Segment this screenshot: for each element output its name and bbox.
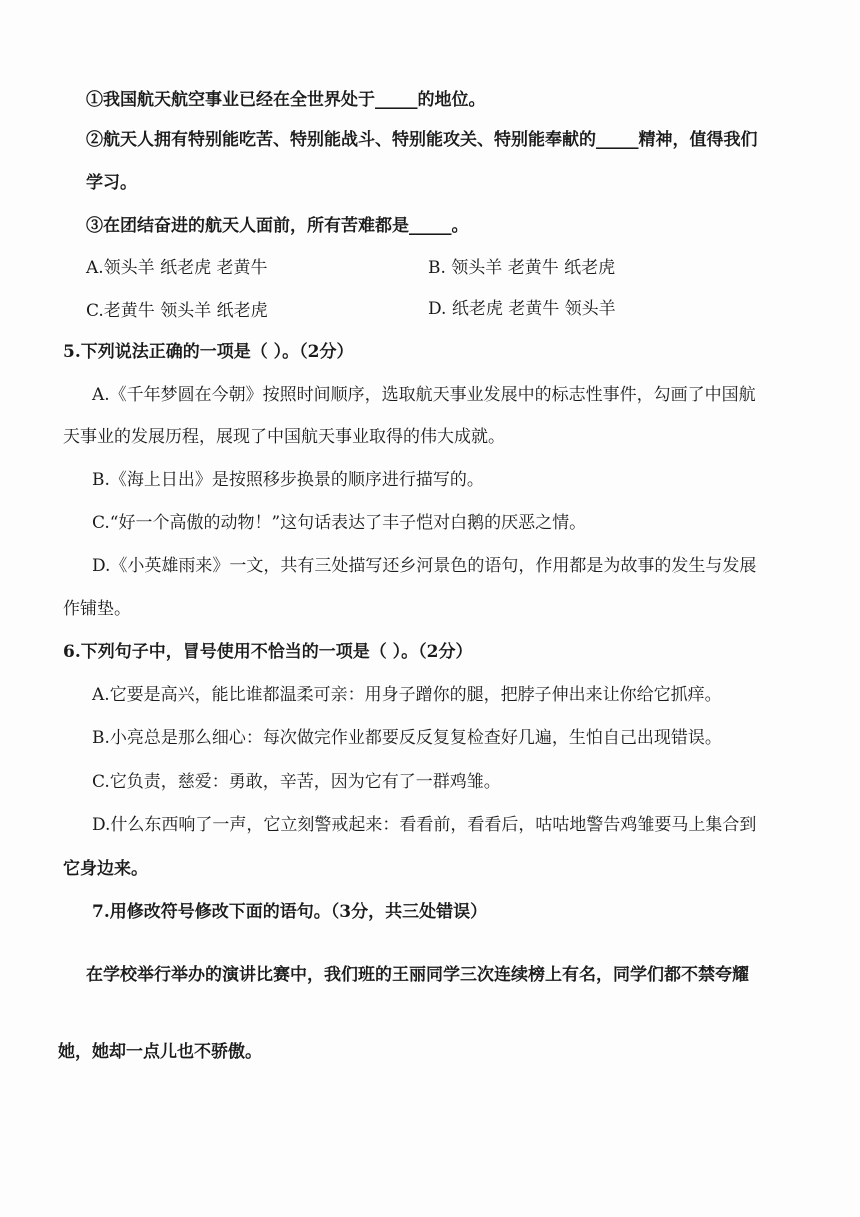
q4-item-2-line-1: ②航天人拥有特别能吃苦、特别能战斗、特别能攻关、特别能奉献的_____精神，值得我们: [86, 130, 758, 150]
q5-option-a-line-2: 天事业的发展历程，展现了中国航天事业取得的伟大成就。: [63, 427, 505, 447]
q5-option-b: B.《海上日出》是按照移步换景的顺序进行描写的。: [92, 470, 484, 490]
q6-stem: 6.下列句子中，冒号使用不恰当的一项是（ ）。（2分）: [63, 642, 473, 662]
q5-option-a-line-1: A.《千年梦圆在今朝》按照时间顺序，选取航天事业发展中的标志性事件，勾画了中国航: [92, 385, 756, 405]
q6-option-d-line-1: D.什么东西响了一声，它立刻警戒起来：看看前，看看后，咕咕地警告鸡雏要马上集合到: [92, 815, 757, 835]
q4-item-2-line-2: 学习。: [86, 173, 137, 193]
q4-option-d: D. 纸老虎 老黄牛 领头羊: [428, 299, 616, 319]
q5-option-d-line-2: 作铺垫。: [63, 599, 131, 619]
q6-option-b: B.小亮总是那么细心：每次做完作业都要反反复复检查好几遍，生怕自己出现错误。: [92, 728, 722, 748]
q5-option-d-line-1: D.《小英雄雨来》一文，共有三处描写还乡河景色的语句，作用都是为故事的发生与发展: [92, 556, 757, 576]
q4-option-c: C.老黄牛 领头羊 纸老虎: [86, 301, 268, 321]
q6-option-c: C.它负责，慈爱：勇敢，辛苦，因为它有了一群鸡雏。: [92, 772, 501, 792]
q7-sentence-line-2: 她，她却一点儿也不骄傲。: [58, 1042, 262, 1062]
q7-stem: 7.用修改符号修改下面的语句。（3分，共三处错误）: [92, 902, 488, 922]
q6-option-d-line-2: 它身边来。: [63, 859, 148, 879]
q4-option-a: A.领头羊 纸老虎 老黄牛: [86, 258, 268, 278]
q6-option-a: A.它要是高兴，能比谁都温柔可亲：用身子蹭你的腿，把脖子伸出来让你给它抓痒。: [92, 685, 722, 705]
q4-item-1: ①我国航天航空事业已经在全世界处于_____的地位。: [86, 90, 486, 110]
q5-option-c: C.“好一个高傲的动物！”这句话表达了丰子恺对白鹅的厌恶之情。: [92, 513, 587, 533]
q4-option-b: B. 领头羊 老黄牛 纸老虎: [428, 258, 616, 278]
q5-stem: 5.下列说法正确的一项是（ ）。（2分）: [63, 342, 354, 362]
q7-sentence-line-1: 在学校举行举办的演讲比赛中，我们班的王丽同学三次连续榜上有名，同学们都不禁夸耀: [86, 965, 749, 985]
q4-item-3: ③在团结奋进的航天人面前，所有苦难都是_____。: [86, 216, 469, 236]
